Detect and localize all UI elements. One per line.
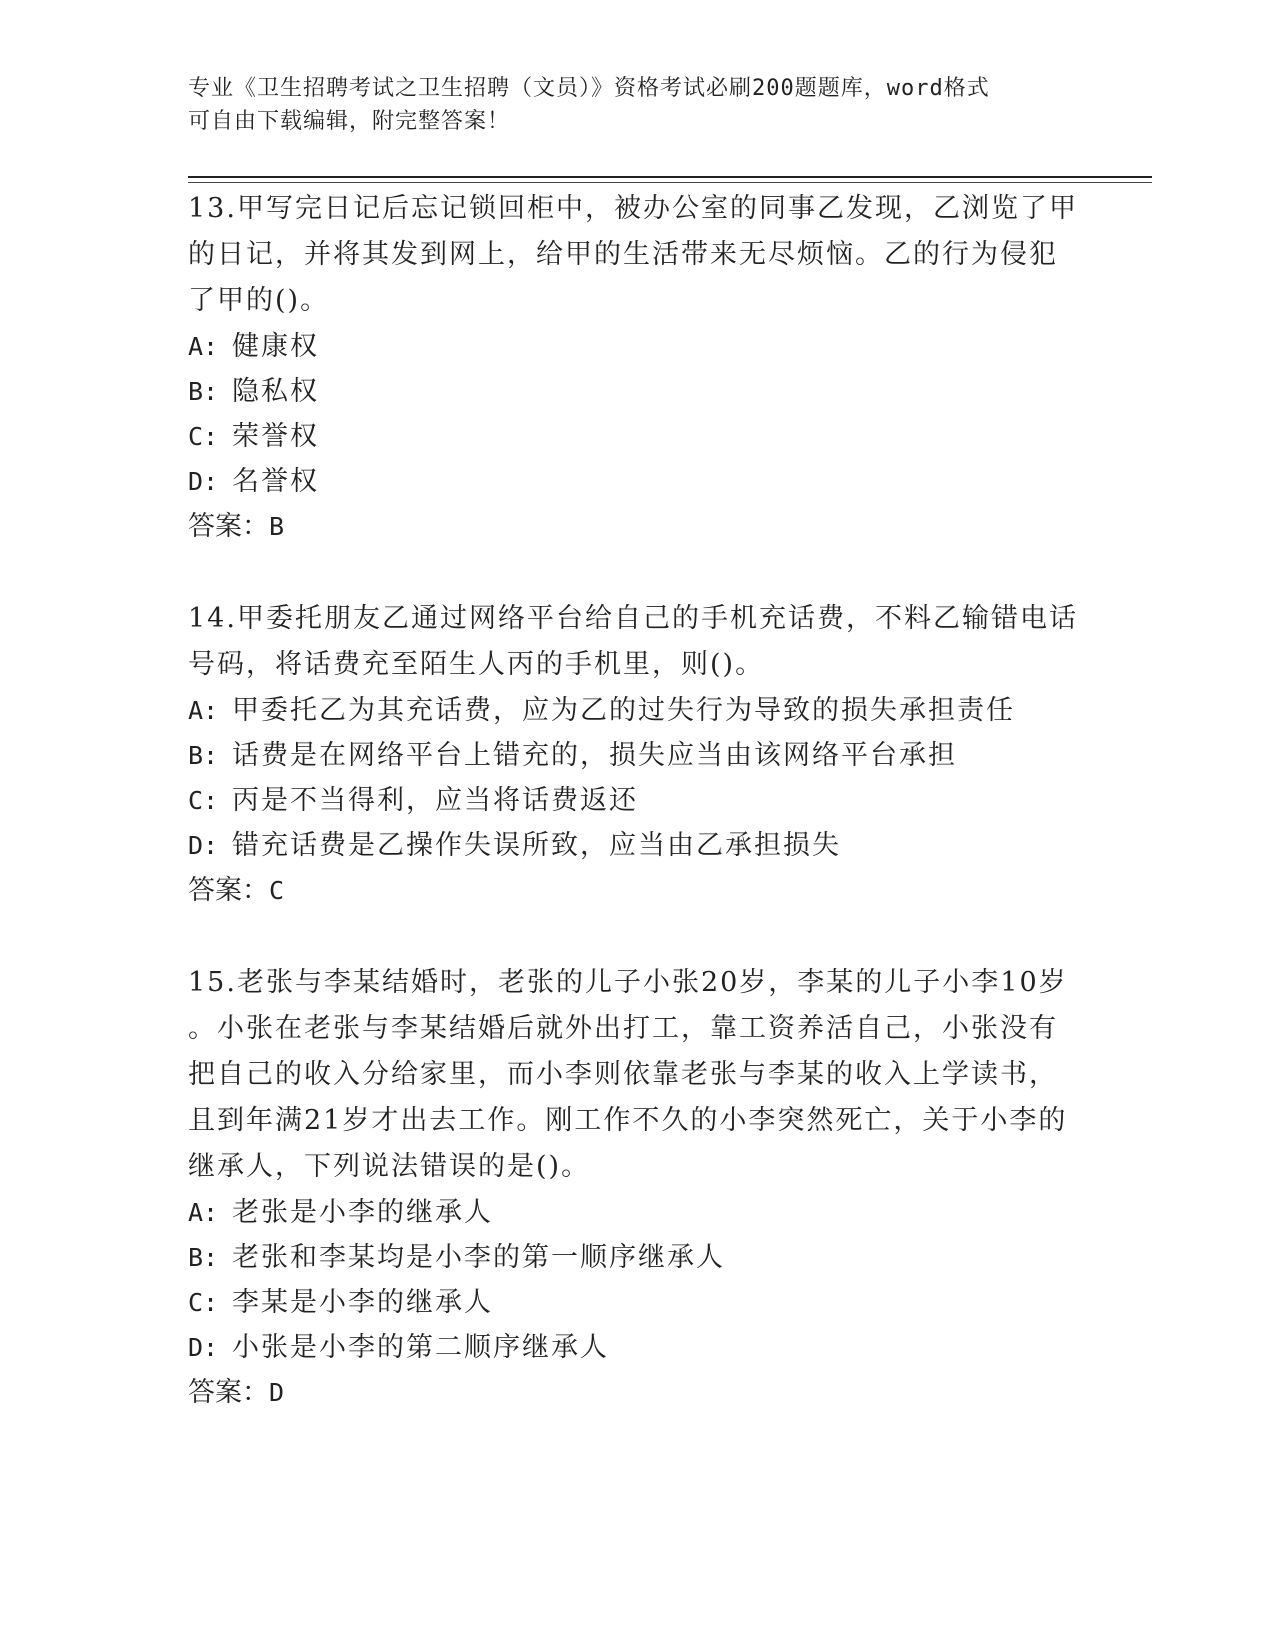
question-stem-line: 了甲的()。 <box>188 285 330 316</box>
header-divider-thin <box>188 182 1152 183</box>
option-a <box>188 324 1088 369</box>
question-stem-line: 把自己的收入分给家里，而小李则依靠老张与李某的收入上学读书， <box>188 1059 1058 1090</box>
answer-value: B <box>269 512 285 541</box>
question-stem-line: 号码，将话费充至陌生人丙的手机里，则()。 <box>188 649 765 680</box>
question-14 <box>188 596 1088 914</box>
answer-value: C <box>269 876 285 905</box>
question-stem-line: 14.甲委托朋友乙通过网络平台给自己的手机充话费，不料乙输错电话 <box>188 603 1078 634</box>
question-13 <box>188 186 1088 550</box>
answer-label: 答案： <box>188 1377 269 1408</box>
option-letter: A: <box>188 1198 219 1227</box>
question-stem-line: 。小张在老张与李某结婚后就外出打工，靠工资养活自己，小张没有 <box>188 1013 1058 1044</box>
answer-value: D <box>269 1378 285 1407</box>
option-text: 错充话费是乙操作失误所致，应当由乙承担损失 <box>232 830 841 861</box>
option-letter: B: <box>188 377 219 406</box>
option-letter: D: <box>188 831 219 860</box>
question-stem-line: 继承人，下列说法错误的是()。 <box>188 1151 591 1182</box>
option-text: 名誉权 <box>232 466 319 497</box>
answer-line <box>188 868 1088 914</box>
option-c <box>188 1280 1088 1325</box>
answer-label: 答案： <box>188 511 269 542</box>
option-text: 李某是小李的继承人 <box>232 1287 493 1318</box>
question-stem-line: 13.甲写完日记后忘记锁回柜中，被办公室的同事乙发现，乙浏览了甲 <box>188 193 1078 224</box>
option-text: 老张是小李的继承人 <box>232 1197 493 1228</box>
answer-label: 答案： <box>188 875 269 906</box>
option-b <box>188 1235 1088 1280</box>
option-letter: C: <box>188 422 219 451</box>
header-line-2: 可自由下载编辑，附完整答案！ <box>188 109 511 134</box>
option-text: 健康权 <box>232 331 319 362</box>
option-b <box>188 369 1088 414</box>
option-text: 话费是在网络平台上错充的，损失应当由该网络平台承担 <box>232 740 957 771</box>
header-divider-thick <box>188 176 1152 178</box>
option-text: 隐私权 <box>232 376 319 407</box>
option-a <box>188 1190 1088 1235</box>
option-d <box>188 459 1088 504</box>
option-text: 小张是小李的第二顺序继承人 <box>232 1332 609 1363</box>
option-letter: D: <box>188 1333 219 1362</box>
option-c <box>188 778 1088 823</box>
option-a <box>188 688 1088 733</box>
option-letter: D: <box>188 467 219 496</box>
option-letter: C: <box>188 786 219 815</box>
option-letter: A: <box>188 696 219 725</box>
question-stem-line: 15.老张与李某结婚时，老张的儿子小张20岁，李某的儿子小李10岁 <box>188 967 1068 998</box>
option-text: 老张和李某均是小李的第一顺序继承人 <box>232 1242 725 1273</box>
option-letter: B: <box>188 1243 219 1272</box>
option-d <box>188 823 1088 868</box>
document-header <box>188 72 1068 138</box>
option-text: 荣誉权 <box>232 421 319 452</box>
answer-line <box>188 504 1088 550</box>
option-letter: B: <box>188 741 219 770</box>
option-text: 丙是不当得利，应当将话费返还 <box>232 785 638 816</box>
answer-line <box>188 1370 1088 1416</box>
option-letter: C: <box>188 1288 219 1317</box>
question-stem-line: 的日记，并将其发到网上，给甲的生活带来无尽烦恼。乙的行为侵犯 <box>188 239 1058 270</box>
header-line-1: 专业《卫生招聘考试之卫生招聘（文员）》资格考试必刷200题题库，word格式 <box>188 76 990 101</box>
option-text: 甲委托乙为其充话费，应为乙的过失行为导致的损失承担责任 <box>232 695 1015 726</box>
option-b <box>188 733 1088 778</box>
option-c <box>188 414 1088 459</box>
option-d <box>188 1325 1088 1370</box>
option-letter: A: <box>188 332 219 361</box>
question-15 <box>188 960 1088 1416</box>
question-stem-line: 且到年满21岁才出去工作。刚工作不久的小李突然死亡，关于小李的 <box>188 1105 1068 1136</box>
